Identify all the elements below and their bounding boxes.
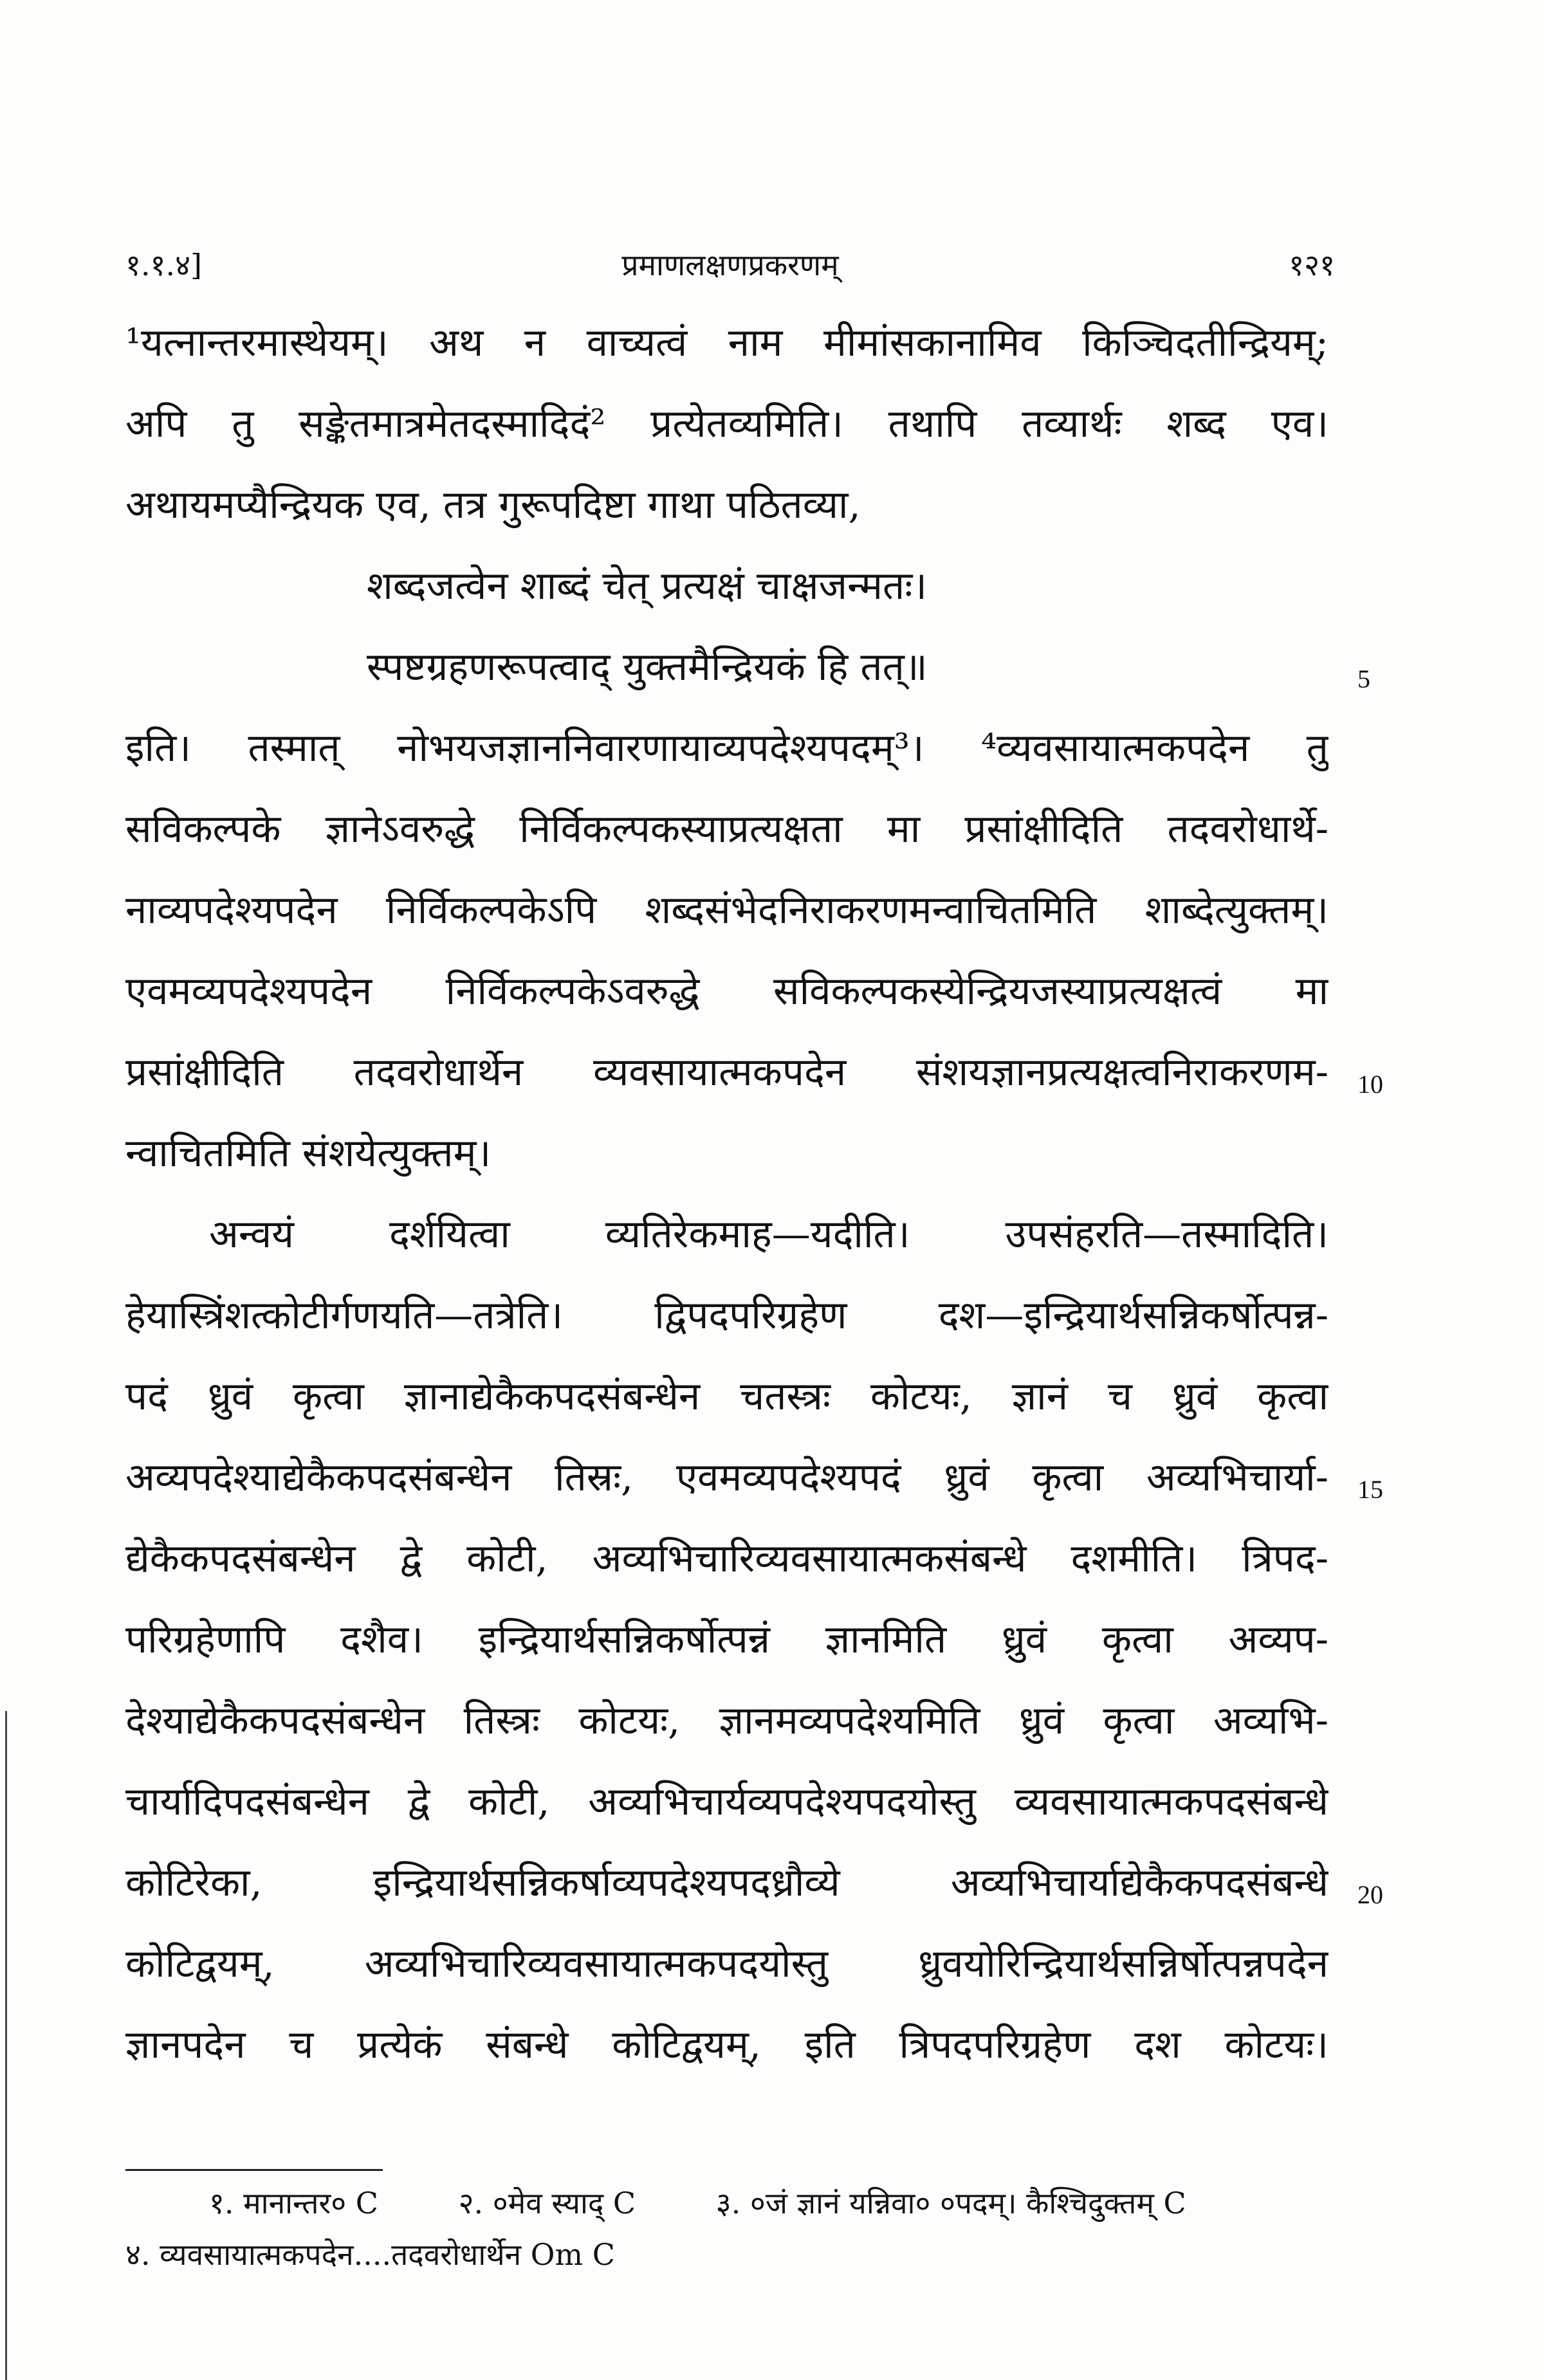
footnote-3: ३. ०जं ज्ञानं यन्निवा० ०पदम्। कैश्चिदुक्तम् C <box>715 2186 1186 2220</box>
text-line: परिग्रहेणापि दशैव। इन्द्रियार्थसन्निकर्षोत्पन्नं ज्ञानमिति ध्रुवं कृत्वा अव्यप- <box>125 1617 1328 1662</box>
text-line: अपि तु सङ्केतमात्रमेतदस्मादिदं² प्रत्येतव्यमिति। तथापि तव्यार्थः शब्द एव। <box>125 401 1328 446</box>
text-line: इति। तस्मात् नोभयजज्ञाननिवारणायाव्यपदेश्यपदम्³। ⁴व्यवसायात्मकपदेन तु <box>125 726 1328 771</box>
text-line: कोटिरेका, इन्द्रियार्थसन्निकर्षाव्यपदेश्यपदध्रौव्ये अव्यभिचार्याद्येकैकपदसंबन्धे <box>125 1860 1328 1905</box>
text-line: सविकल्पके ज्ञानेऽवरुद्धे निर्विकल्पकस्याप्रत्यक्षता मा प्रसांक्षीदिति तदवरोधार्थे- <box>125 807 1328 852</box>
footnote-rule <box>125 2169 383 2171</box>
page-number: १२१ <box>1289 248 1335 282</box>
text-line: ¹यत्नान्तरमास्थेयम्। अथ न वाच्यत्वं नाम मीमांसकानामिव किञ्चिदतीन्द्रियम्; <box>125 320 1328 365</box>
text-line: अन्वयं दर्शयित्वा व्यतिरेकमाह—यदीति। उपसंहरति—तस्मादिति। <box>209 1212 1328 1257</box>
section-reference: १.१.४] <box>125 248 202 282</box>
text-line: एवमव्यपदेश्यपदेन निर्विकल्पकेऽवरुद्धे सविकल्पकस्येन्द्रियजस्याप्रत्यक्षत्वं मा <box>125 969 1328 1014</box>
main-text <box>125 302 1328 2085</box>
line-number-5: 5 <box>1357 664 1370 693</box>
text-line: हेयास्त्रिंशत्कोटीर्गणयति—तत्रेति। द्विपदपरिग्रहेण दश—इन्द्रियार्थसन्निकर्षोत्पन्न- <box>125 1293 1328 1338</box>
footnote-row <box>125 2177 1335 2229</box>
text-line: देश्याद्येकैकपदसंबन्धेन तिस्त्रः कोटयः, ज्ञानमव्यपदेश्यमिति ध्रुवं कृत्वा अव्यभि- <box>125 1698 1328 1743</box>
line-number-15: 15 <box>1357 1475 1383 1504</box>
text-line: प्रसांक्षीदिति तदवरोधार्थेन व्यवसायात्मकपदेन संशयज्ञानप्रत्यक्षत्वनिराकरणम- <box>125 1050 1328 1095</box>
scan-edge-mark <box>5 1711 7 2380</box>
text-line: नाव्यपदेश्यपदेन निर्विकल्पकेऽपि शब्दसंभेदनिराकरणमन्वाचितमिति शाब्देत्युक्तम्। <box>125 888 1328 933</box>
footnote-4: ४. व्यवसायात्मकपदेन....तदवरोधार्थेन Om C <box>125 2237 615 2272</box>
text-line: ज्ञानपदेन च प्रत्येकं संबन्धे कोटिद्वयम्, इति त्रिपदपरिग्रहेण दश कोटयः। <box>125 2022 1328 2067</box>
footnotes <box>125 2177 1335 2280</box>
footnote-1: १. मानान्तर० C <box>209 2186 378 2220</box>
verse-line: स्पष्टग्रहणरूपत्वाद् युक्तमैन्द्रियकं हि तत्॥ <box>367 645 928 690</box>
page-header <box>125 244 1335 289</box>
text-line: कोटिद्वयम्, अव्यभिचारिव्यवसायात्मकपदयोस्तु ध्रुवयोरिन्द्रियार्थसन्निर्षोत्पन्नपदेन <box>125 1941 1328 1986</box>
text-line: अथायमप्यैन्द्रियक एव, तत्र गुरूपदिष्टा गाथा पठितव्या, <box>125 482 861 527</box>
text-line: अव्यपदेश्याद्येकैकपदसंबन्धेन तिस्रः, एवमव्यपदेश्यपदं ध्रुवं कृत्वा अव्यभिचार्या- <box>125 1455 1328 1500</box>
text-line: चार्यादिपदसंबन्धेन द्वे कोटी, अव्यभिचार्यव्यपदेश्यपदयोस्तु व्यवसायात्मकपदसंबन्धे <box>125 1779 1328 1824</box>
footnote-row <box>125 2229 1335 2280</box>
footnote-2: २. ०मेव स्याद् C <box>458 2186 636 2220</box>
line-number-20: 20 <box>1357 1880 1383 1909</box>
running-title: प्रमाणलक्षणप्रकरणम् <box>621 248 839 282</box>
text-line: द्येकैकपदसंबन्धेन द्वे कोटी, अव्यभिचारिव्यवसायात्मकसंबन्धे दशमीति। त्रिपद- <box>125 1536 1328 1581</box>
text-line: न्वाचितमिति संशयेत्युक्तम्। <box>125 1131 492 1176</box>
text-line: पदं ध्रुवं कृत्वा ज्ञानाद्येकैकपदसंबन्धेन चतस्त्रः कोटयः, ज्ञानं च ध्रुवं कृत्वा <box>125 1374 1328 1419</box>
verse-line: शब्दजत्वेन शाब्दं चेत् प्रत्यक्षं चाक्षजन्मतः। <box>367 563 928 609</box>
line-number-10: 10 <box>1357 1070 1383 1099</box>
